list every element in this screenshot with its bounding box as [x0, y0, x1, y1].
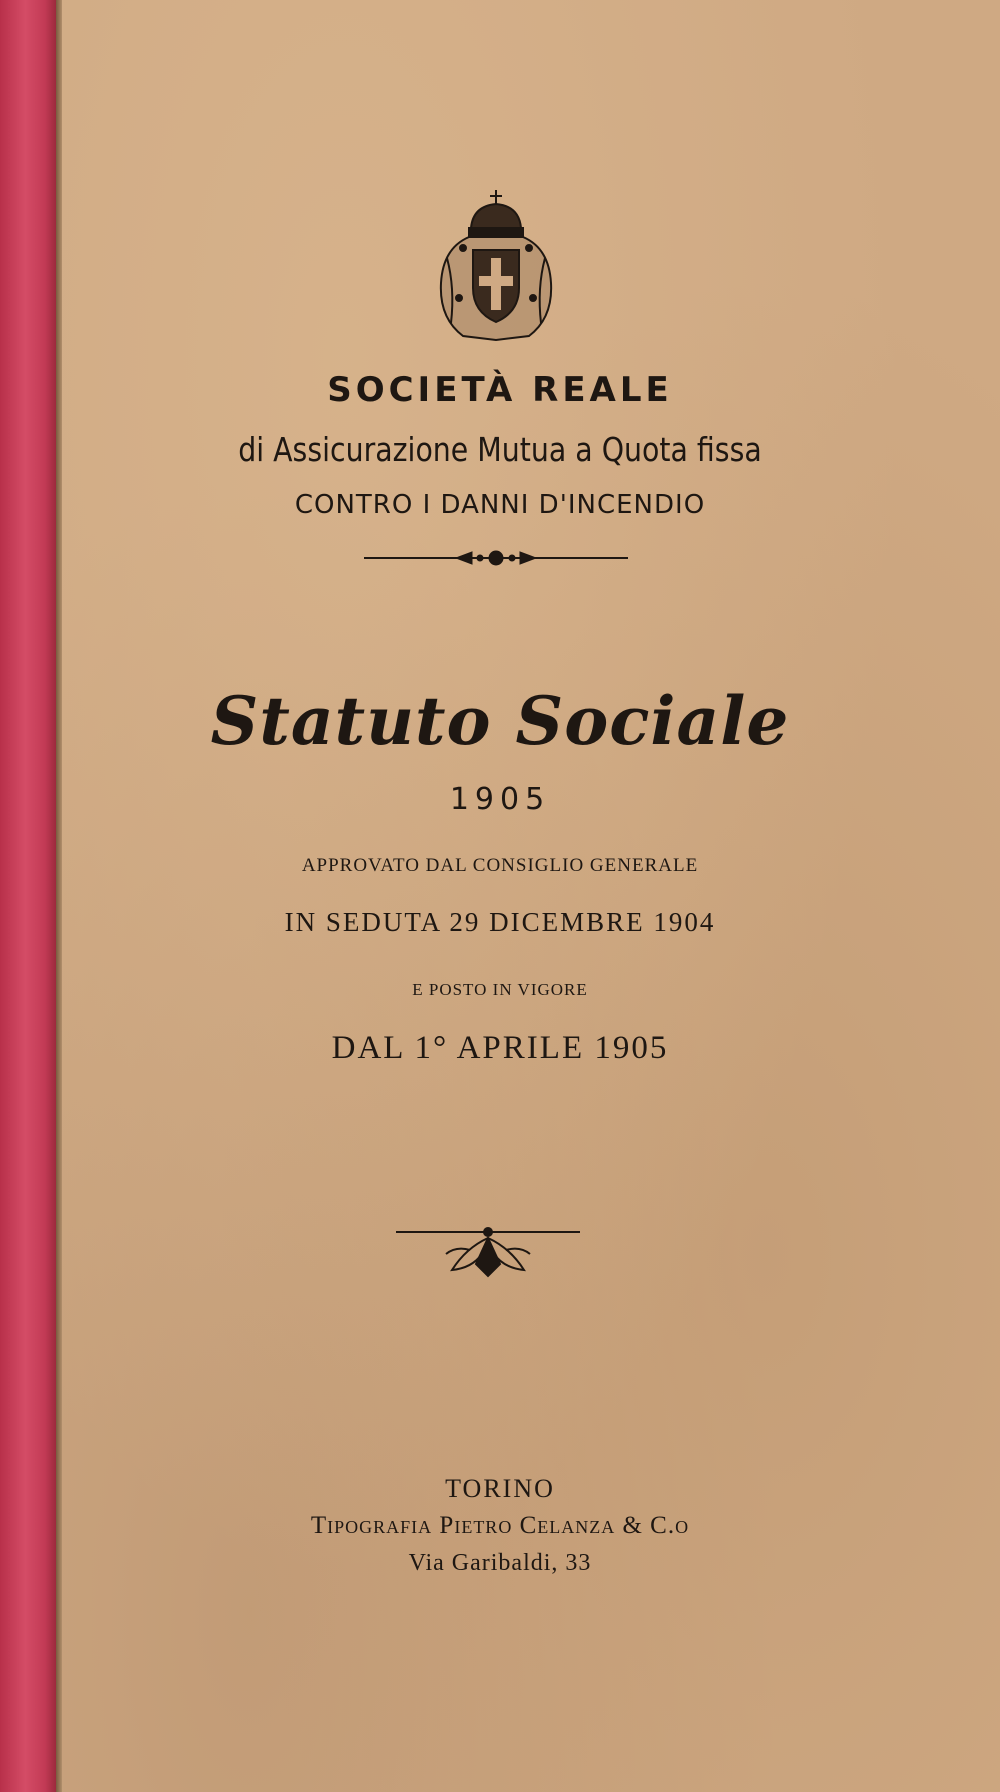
approval-line-1: APPROVATO DAL CONSIGLIO GENERALE — [301, 855, 699, 876]
society-against: CONTRO I DANNI D'INCENDIO — [294, 490, 706, 520]
leaf-ornament-icon — [396, 1224, 580, 1282]
approval-line-3: E POSTO IN VIGORE — [412, 980, 588, 999]
document-title: Statuto Sociale — [210, 682, 790, 760]
imprint-address: Via Garibaldi, 33 — [408, 1550, 592, 1576]
dot-arrow-divider-icon — [364, 547, 628, 569]
document-year: 1905 — [449, 782, 551, 817]
approval-line-2: IN SEDUTA 29 DICEMBRE 1904 — [284, 907, 716, 937]
imprint-city: TORINO — [445, 1474, 555, 1503]
society-description: di Assicurazione Mutua a Quota fissa — [238, 430, 762, 469]
approval-line-4: DAL 1° APRILE 1905 — [331, 1030, 669, 1066]
royal-coat-of-arms-icon — [433, 188, 559, 343]
society-name: SOCIETÀ REALE — [327, 370, 673, 410]
imprint-printer: Tipografia Pietro Celanza & C.o — [310, 1512, 690, 1539]
